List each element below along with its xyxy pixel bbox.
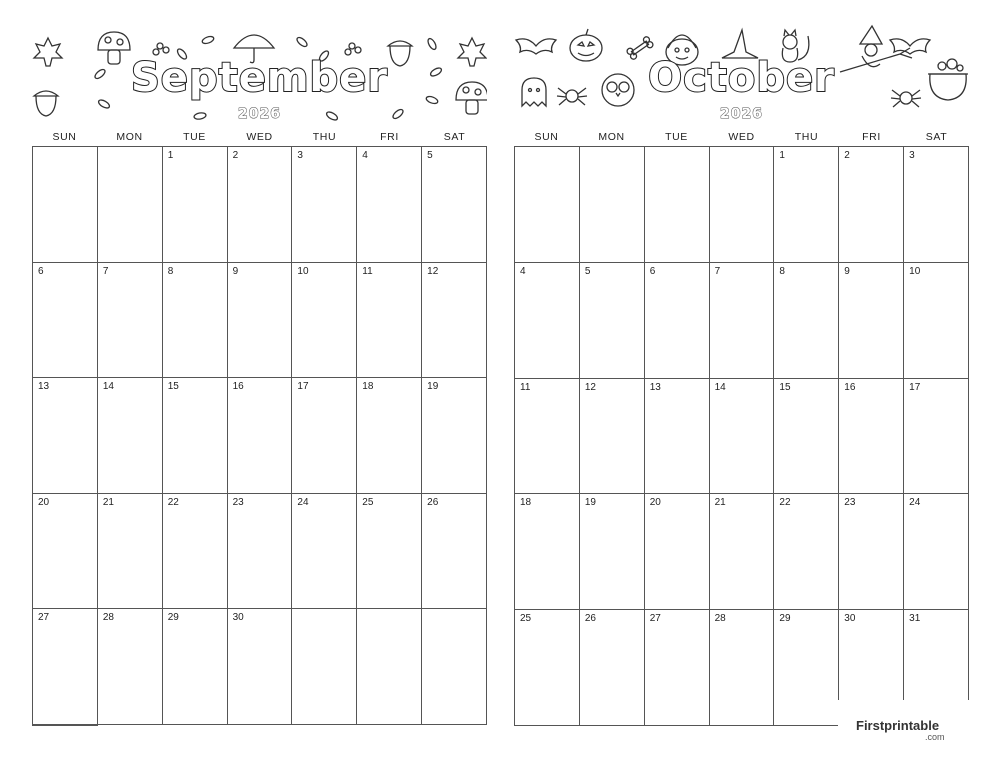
day-number: 28	[102, 612, 114, 624]
date-grid	[32, 146, 487, 726]
weekday-label: WED	[728, 131, 755, 143]
day-cell	[839, 494, 904, 610]
day-number: 12	[584, 381, 596, 393]
day-cell	[163, 263, 228, 379]
day-cell	[774, 494, 839, 610]
day-number: 22	[779, 497, 791, 509]
day-number: 5	[427, 150, 433, 161]
day-cell	[904, 147, 969, 263]
month-year: 2026	[238, 106, 281, 122]
day-number: 28	[714, 613, 726, 625]
day-number: 15	[779, 381, 791, 393]
day-cell	[904, 379, 969, 495]
october-calendar	[514, 0, 969, 625]
weekday-label: MON	[116, 131, 143, 143]
day-cell	[515, 263, 580, 379]
weekday-header	[32, 131, 487, 145]
day-cell	[774, 263, 839, 379]
weekday-label: THU	[312, 131, 337, 143]
day-cell	[580, 494, 645, 610]
day-number: 20	[38, 496, 50, 508]
day-number: 26	[427, 496, 439, 508]
day-cell	[292, 147, 357, 263]
day-number: 4	[520, 265, 526, 277]
brand-suffix: .com	[925, 732, 945, 742]
day-cell	[515, 147, 580, 263]
bat-icon	[516, 39, 556, 54]
day-cell	[292, 609, 357, 725]
day-cell	[98, 147, 163, 263]
day-cell	[163, 378, 228, 494]
day-cell	[357, 147, 422, 263]
date-grid	[514, 146, 969, 726]
day-cell	[33, 609, 98, 725]
day-cell	[645, 494, 710, 610]
berries-icon	[345, 43, 361, 55]
day-cell	[33, 378, 98, 494]
day-cell	[422, 147, 487, 263]
day-number: 9	[844, 265, 850, 277]
day-cell	[163, 609, 228, 725]
day-cell	[422, 378, 487, 494]
day-cell	[292, 378, 357, 494]
day-number: 11	[520, 381, 531, 393]
day-cell	[357, 494, 422, 610]
day-number: 19	[584, 497, 596, 509]
day-number: 24	[909, 497, 921, 509]
day-cell	[33, 147, 98, 263]
day-cell	[774, 610, 839, 726]
day-number: 17	[909, 381, 921, 393]
day-number: 30	[232, 612, 244, 624]
weekday-label: FRI	[862, 131, 881, 143]
witch-hat-icon	[722, 30, 758, 58]
day-cell	[774, 147, 839, 263]
day-number: 2	[232, 150, 239, 161]
day-number: 7	[102, 265, 109, 277]
day-number: 27	[649, 613, 661, 625]
weekday-label: SUN	[534, 131, 559, 143]
day-cell	[33, 263, 98, 379]
day-cell	[98, 378, 163, 494]
day-cell	[357, 378, 422, 494]
day-cell	[515, 610, 580, 726]
day-number: 5	[584, 265, 591, 277]
month-year: 2026	[720, 106, 763, 122]
day-cell	[904, 494, 969, 610]
day-number: 13	[38, 381, 50, 393]
day-number: 18	[520, 497, 532, 509]
day-number: 6	[38, 265, 44, 277]
day-number: 10	[909, 265, 921, 277]
day-number: 22	[167, 496, 179, 508]
day-cell	[98, 263, 163, 379]
day-number: 2	[844, 150, 850, 161]
day-number: 25	[520, 613, 532, 625]
september-calendar	[32, 0, 487, 624]
day-number: 14	[714, 381, 726, 393]
bat-icon	[890, 39, 930, 54]
month-title: September	[131, 55, 388, 101]
day-number: 29	[167, 612, 179, 624]
berries-icon	[153, 43, 169, 55]
day-number: 30	[844, 613, 856, 625]
day-cell	[645, 610, 710, 726]
day-cell	[228, 147, 293, 263]
weekday-label: FRI	[380, 131, 399, 143]
day-cell	[645, 147, 710, 263]
day-number: 16	[844, 381, 856, 393]
day-number: 31	[909, 613, 921, 625]
day-number: 13	[649, 381, 661, 393]
day-cell	[163, 147, 228, 263]
day-cell	[515, 494, 580, 610]
day-cell	[98, 609, 163, 725]
day-cell	[228, 494, 293, 610]
day-number: 1	[167, 150, 174, 161]
day-number: 17	[297, 381, 309, 393]
day-cell	[645, 263, 710, 379]
day-number: 26	[584, 613, 596, 625]
october-header	[514, 0, 969, 128]
day-number: 3	[909, 150, 915, 161]
brand-logo: Firstprintable	[856, 718, 940, 733]
weekday-label: TUE	[665, 131, 688, 143]
day-cell	[33, 725, 98, 726]
day-cell	[357, 609, 422, 725]
day-number: 25	[362, 496, 374, 508]
day-cell	[774, 379, 839, 495]
day-cell	[710, 379, 775, 495]
day-cell	[710, 147, 775, 263]
day-number: 4	[362, 150, 368, 161]
day-cell	[228, 609, 293, 725]
day-number: 9	[232, 265, 239, 277]
day-number: 14	[102, 381, 114, 393]
day-cell	[292, 494, 357, 610]
weekday-label: SAT	[443, 131, 466, 143]
day-number: 6	[649, 265, 656, 277]
day-number: 8	[167, 265, 174, 277]
day-number: 8	[779, 265, 785, 277]
day-cell	[710, 494, 775, 610]
day-cell	[580, 610, 645, 726]
day-cell	[422, 609, 487, 725]
day-cell	[163, 494, 228, 610]
day-number: 18	[362, 381, 374, 393]
day-cell	[580, 263, 645, 379]
day-number: 1	[779, 150, 785, 161]
day-number: 7	[714, 265, 721, 277]
weekday-label: SUN	[52, 131, 77, 143]
day-cell	[645, 379, 710, 495]
weekday-label: MON	[598, 131, 625, 143]
september-header	[32, 0, 487, 128]
weekday-label: TUE	[183, 131, 206, 143]
month-title: October	[648, 55, 835, 101]
day-cell	[580, 147, 645, 263]
day-number: 10	[297, 265, 309, 277]
day-cell	[839, 263, 904, 379]
day-cell	[33, 494, 98, 610]
day-number: 12	[427, 265, 439, 277]
weekday-header	[514, 131, 969, 145]
day-number: 20	[649, 497, 661, 509]
weekday-label: WED	[246, 131, 273, 143]
day-number: 27	[38, 612, 50, 624]
day-number: 23	[844, 497, 856, 509]
day-cell	[292, 263, 357, 379]
day-number: 15	[167, 381, 179, 393]
weekday-label: THU	[794, 131, 819, 143]
day-cell	[422, 494, 487, 610]
day-number: 23	[232, 496, 244, 508]
day-number: 19	[427, 381, 439, 393]
day-cell	[228, 263, 293, 379]
day-number: 11	[362, 265, 373, 277]
day-cell	[710, 263, 775, 379]
day-number: 24	[297, 496, 309, 508]
day-number: 3	[297, 150, 303, 161]
day-number: 21	[102, 496, 114, 508]
weekday-label: SAT	[925, 131, 948, 143]
day-cell	[839, 379, 904, 495]
day-cell	[515, 379, 580, 495]
day-cell	[228, 378, 293, 494]
day-number: 21	[714, 497, 726, 509]
day-cell	[422, 263, 487, 379]
day-number: 29	[779, 613, 791, 625]
day-cell	[357, 263, 422, 379]
day-cell	[580, 379, 645, 495]
day-cell	[710, 610, 775, 726]
day-number: 16	[232, 381, 244, 393]
day-cell	[904, 263, 969, 379]
day-cell	[98, 494, 163, 610]
day-cell	[839, 147, 904, 263]
